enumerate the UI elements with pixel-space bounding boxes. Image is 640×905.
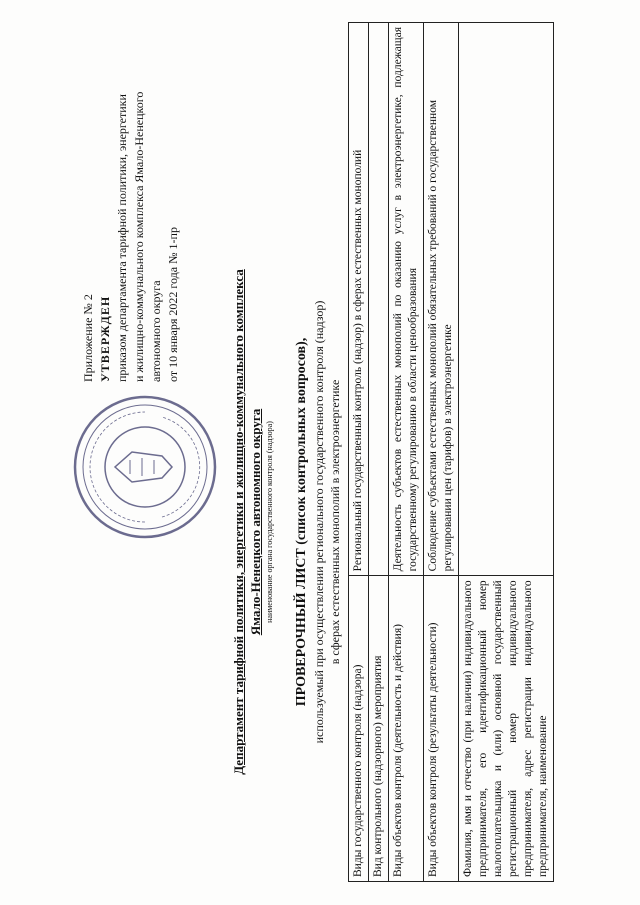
row-value: Деятельность субъектов естественных монополий по оказанию услуг в электроэнергетике, подлежащая государственному регулированию в области ценообразования bbox=[389, 23, 424, 576]
row-label: Вид контрольного (надзорного) мероприятия bbox=[369, 576, 389, 882]
appendix-label: Приложение № 2 bbox=[81, 294, 95, 382]
row-value bbox=[369, 23, 389, 576]
table-row bbox=[389, 23, 424, 882]
table-row bbox=[424, 23, 459, 882]
table-row bbox=[369, 23, 389, 882]
approved-label: УТВЕРЖДЕН bbox=[98, 295, 112, 382]
document-subtitle: используемый при осуществлении регионального государственного контроля (надзор) bbox=[312, 300, 326, 744]
table-row bbox=[349, 23, 369, 882]
approval-date: от 10 января 2022 года № 1-пр bbox=[166, 227, 180, 382]
checklist-table bbox=[348, 22, 554, 882]
document-header bbox=[230, 262, 343, 782]
row-label: Виды объектов контроля (деятельность и действия) bbox=[389, 576, 424, 882]
row-label: Виды объектов контроля (результаты деятельности) bbox=[424, 576, 459, 882]
table-row bbox=[459, 23, 554, 882]
approval-line: приказом департамента тарифной политики, энергетики bbox=[115, 94, 129, 382]
official-seal-icon bbox=[70, 392, 220, 542]
document-subtitle: в сферах естественных монополий в электроэнергетике bbox=[328, 379, 342, 665]
approval-line: автономного округа bbox=[149, 280, 163, 382]
rotated-content bbox=[70, 22, 590, 882]
document-title: ПРОВЕРОЧНЫЙ ЛИСТ (список контрольных вопросов), bbox=[294, 337, 309, 707]
approval-line: и жилищно-коммунального комплекса Ямало-Ненецкого bbox=[132, 91, 146, 382]
organization-name: Департамент тарифной политики, энергетики и жилищно-коммунального комплекса bbox=[231, 269, 246, 775]
row-value bbox=[459, 23, 554, 576]
approval-stamp-text bbox=[80, 42, 182, 382]
organization-caption: наименование органа государственного контроля (надзора) bbox=[265, 421, 274, 623]
row-label: Фамилия, имя и отчество (при наличии) индивидуального предпринимателя, его идентификационный номер налогоплательщика и (или) основной государственный регистрационный номер индивидуального предпринимателя, адрес регистрации индивидуального предпринимателя, наименование bbox=[459, 576, 554, 882]
row-value: Региональный государственный контроль (надзор) в сферах естественных монополий bbox=[349, 23, 369, 576]
organization-region: Ямало-Ненецкого автономного округа bbox=[248, 408, 263, 636]
row-value: Соблюдение субъектами естественных монополий обязательных требований о государственном регулировании цен (тарифов) в электроэнергетике bbox=[424, 23, 459, 576]
row-label: Виды государственного контроля (надзора) bbox=[349, 576, 369, 882]
